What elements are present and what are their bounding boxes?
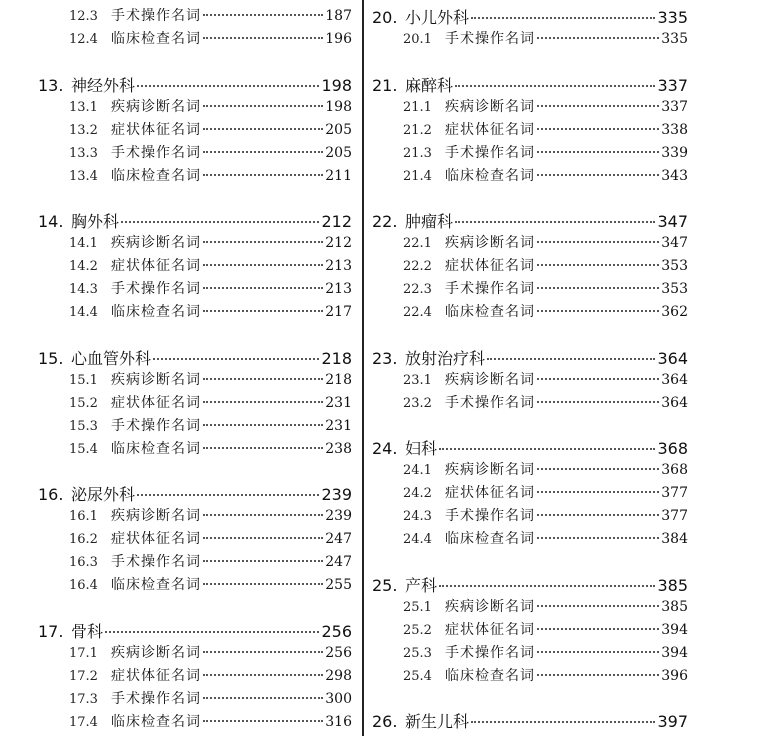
entry-page-number: 353: [661, 258, 688, 274]
entry-title: 骨科: [71, 622, 104, 641]
entry-page-number: 255: [325, 577, 352, 593]
entry-number: 14.4: [69, 305, 98, 320]
entry-number: 12.4: [69, 32, 98, 47]
entry-page-number: 196: [325, 31, 352, 47]
entry-number: 25.1: [403, 600, 432, 615]
toc-section-entry[interactable]: [372, 119, 688, 139]
entry-number: 14.1: [69, 236, 98, 251]
dot-leader: [203, 127, 323, 130]
entry-title: 新生儿科: [405, 712, 470, 731]
entry-number: 24.4: [403, 532, 432, 547]
entry-page-number: 364: [661, 395, 688, 411]
entry-title: 疾病诊断名词: [445, 372, 535, 388]
entry-number: 25.3: [403, 646, 432, 661]
dot-leader: [537, 513, 659, 516]
entry-page-number: 239: [325, 508, 352, 524]
dot-leader: [537, 467, 659, 470]
entry-title: 手术操作名词: [111, 145, 201, 161]
toc-section-entry[interactable]: [372, 278, 688, 298]
toc-section-entry[interactable]: [38, 28, 352, 48]
entry-number: 24.: [372, 439, 398, 458]
entry-title: 症状体征名词: [445, 258, 535, 274]
entry-number: 16.4: [69, 578, 98, 593]
dot-leader: [153, 357, 319, 360]
dot-leader: [137, 493, 319, 496]
entry-number: 12.3: [69, 9, 98, 24]
toc-section-entry[interactable]: [38, 505, 352, 525]
toc-section-entry[interactable]: [372, 28, 688, 48]
dot-leader: [537, 240, 659, 243]
toc-section-entry[interactable]: [372, 392, 688, 412]
entry-page-number: 212: [321, 212, 352, 231]
entry-number: 14.: [38, 212, 64, 231]
entry-title: 妇科: [405, 439, 438, 458]
entry-title: 手术操作名词: [111, 418, 201, 434]
toc-chapter-entry[interactable]: [372, 209, 688, 232]
entry-title: 疾病诊断名词: [111, 99, 201, 115]
entry-number: 21.: [372, 76, 398, 95]
entry-title: 临床检查名词: [111, 714, 201, 730]
entry-page-number: 362: [661, 304, 688, 320]
toc-section-entry[interactable]: [38, 551, 352, 571]
toc-section-entry[interactable]: [38, 232, 352, 252]
dot-leader: [537, 36, 659, 39]
entry-page-number: 211: [325, 168, 352, 184]
entry-number: 21.2: [403, 123, 432, 138]
entry-page-number: 368: [657, 439, 688, 458]
toc-chapter-entry[interactable]: [372, 709, 688, 732]
toc-section-entry[interactable]: [38, 392, 352, 412]
entry-title: 手术操作名词: [445, 145, 535, 161]
entry-page-number: 247: [325, 554, 352, 570]
toc-chapter-entry[interactable]: [38, 346, 352, 369]
entry-number: 17.1: [69, 646, 98, 661]
entry-page-number: 198: [325, 99, 352, 115]
entry-title: 疾病诊断名词: [445, 235, 535, 251]
toc-section-entry[interactable]: [372, 232, 688, 252]
entry-number: 13.2: [69, 123, 98, 138]
entry-number: 22.1: [403, 236, 432, 251]
entry-page-number: 217: [325, 304, 352, 320]
entry-title: 胸外科: [71, 212, 120, 231]
entry-title: 产科: [405, 576, 438, 595]
entry-page-number: 239: [321, 485, 352, 504]
dot-leader: [203, 582, 323, 585]
entry-title: 疾病诊断名词: [111, 372, 201, 388]
dot-leader: [537, 173, 659, 176]
entry-page-number: 335: [657, 8, 688, 27]
dot-leader: [537, 150, 659, 153]
dot-leader: [537, 104, 659, 107]
toc-section-entry[interactable]: [38, 369, 352, 389]
entry-page-number: 368: [661, 462, 688, 478]
toc-chapter-entry[interactable]: [372, 573, 688, 596]
entry-number: 23.2: [403, 396, 432, 411]
entry-number: 22.: [372, 212, 398, 231]
dot-leader: [203, 513, 323, 516]
dot-leader: [455, 220, 655, 223]
dot-leader: [203, 286, 323, 289]
toc-chapter-entry[interactable]: [38, 73, 352, 96]
entry-page-number: 231: [325, 395, 352, 411]
entry-number: 13.1: [69, 100, 98, 115]
entry-page-number: 205: [325, 122, 352, 138]
entry-page-number: 218: [325, 372, 352, 388]
entry-page-number: 339: [661, 145, 688, 161]
entry-title: 手术操作名词: [111, 554, 201, 570]
entry-number: 14.2: [69, 259, 98, 274]
toc-section-entry[interactable]: [38, 96, 352, 116]
entry-number: 24.3: [403, 509, 432, 524]
toc-section-entry[interactable]: [38, 142, 352, 162]
entry-number: 23.1: [403, 373, 432, 388]
dot-leader: [203, 13, 323, 16]
entry-title: 症状体征名词: [111, 395, 201, 411]
toc-section-entry[interactable]: [372, 142, 688, 162]
dot-leader: [105, 630, 319, 633]
entry-title: 疾病诊断名词: [111, 645, 201, 661]
toc-section-entry[interactable]: [372, 482, 688, 502]
column-divider: [362, 0, 364, 736]
entry-page-number: 205: [325, 145, 352, 161]
entry-number: 26.: [372, 712, 398, 731]
entry-number: 15.1: [69, 373, 98, 388]
entry-title: 临床检查名词: [111, 168, 201, 184]
toc-section-entry[interactable]: [38, 301, 352, 321]
entry-page-number: 213: [325, 258, 352, 274]
entry-page-number: 337: [661, 99, 688, 115]
toc-chapter-entry[interactable]: [372, 346, 688, 369]
entry-number: 17.2: [69, 669, 98, 684]
dot-leader: [203, 446, 323, 449]
dot-leader: [203, 309, 323, 312]
entry-number: 20.: [372, 8, 398, 27]
toc-chapter-entry[interactable]: [38, 619, 352, 642]
entry-title: 手术操作名词: [445, 281, 535, 297]
entry-title: 症状体征名词: [445, 122, 535, 138]
toc-section-entry[interactable]: [372, 301, 688, 321]
entry-title: 小儿外科: [405, 8, 470, 27]
toc-section-entry[interactable]: [372, 459, 688, 479]
dot-leader: [203, 719, 323, 722]
entry-page-number: 394: [661, 645, 688, 661]
entry-title: 临床检查名词: [111, 31, 201, 47]
entry-page-number: 337: [657, 76, 688, 95]
entry-number: 15.2: [69, 396, 98, 411]
entry-title: 疾病诊断名词: [445, 599, 535, 615]
toc-section-entry[interactable]: [38, 642, 352, 662]
entry-page-number: 338: [661, 122, 688, 138]
entry-number: 16.: [38, 485, 64, 504]
entry-number: 24.1: [403, 463, 432, 478]
dot-leader: [537, 286, 659, 289]
entry-title: 症状体征名词: [445, 485, 535, 501]
entry-title: 神经外科: [71, 76, 136, 95]
entry-page-number: 385: [661, 599, 688, 615]
toc-section-entry[interactable]: [38, 415, 352, 435]
entry-number: 14.3: [69, 282, 98, 297]
entry-page-number: 347: [657, 212, 688, 231]
entry-number: 20.1: [403, 32, 432, 47]
entry-title: 疾病诊断名词: [111, 235, 201, 251]
entry-page-number: 364: [657, 349, 688, 368]
entry-title: 疾病诊断名词: [445, 99, 535, 115]
toc-section-entry[interactable]: [38, 278, 352, 298]
entry-number: 15.3: [69, 419, 98, 434]
toc-section-entry[interactable]: [372, 619, 688, 639]
entry-title: 手术操作名词: [445, 31, 535, 47]
entry-title: 症状体征名词: [111, 531, 201, 547]
toc-section-entry[interactable]: [38, 688, 352, 708]
entry-number: 25.: [372, 576, 398, 595]
entry-number: 22.3: [403, 282, 432, 297]
dot-leader: [537, 263, 659, 266]
entry-page-number: 238: [325, 441, 352, 457]
entry-number: 13.4: [69, 169, 98, 184]
toc-chapter-entry[interactable]: [372, 436, 688, 459]
dot-leader: [203, 536, 323, 539]
toc-section-entry[interactable]: [38, 165, 352, 185]
entry-page-number: 300: [325, 691, 352, 707]
toc-section-entry[interactable]: [38, 665, 352, 685]
toc-section-entry[interactable]: [372, 255, 688, 275]
dot-leader: [537, 536, 659, 539]
dot-leader: [537, 627, 659, 630]
dot-leader: [537, 604, 659, 607]
toc-section-entry[interactable]: [38, 711, 352, 731]
entry-title: 临床检查名词: [111, 441, 201, 457]
dot-leader: [203, 377, 323, 380]
dot-leader: [203, 400, 323, 403]
entry-number: 25.2: [403, 623, 432, 638]
entry-page-number: 247: [325, 531, 352, 547]
entry-page-number: 377: [661, 508, 688, 524]
entry-number: 22.2: [403, 259, 432, 274]
entry-title: 症状体征名词: [111, 668, 201, 684]
entry-title: 手术操作名词: [111, 281, 201, 297]
dot-leader: [537, 309, 659, 312]
entry-title: 症状体征名词: [111, 122, 201, 138]
entry-title: 手术操作名词: [111, 8, 201, 24]
entry-number: 22.4: [403, 305, 432, 320]
entry-number: 16.2: [69, 532, 98, 547]
entry-number: 13.: [38, 76, 64, 95]
entry-page-number: 364: [661, 372, 688, 388]
dot-leader: [203, 263, 323, 266]
toc-section-entry[interactable]: [38, 255, 352, 275]
dot-leader: [203, 36, 323, 39]
entry-number: 13.3: [69, 146, 98, 161]
entry-number: 24.2: [403, 486, 432, 501]
entry-title: 症状体征名词: [445, 622, 535, 638]
entry-number: 21.3: [403, 146, 432, 161]
entry-number: 17.3: [69, 692, 98, 707]
toc-chapter-entry[interactable]: [38, 209, 352, 232]
entry-title: 手术操作名词: [445, 645, 535, 661]
entry-title: 疾病诊断名词: [111, 508, 201, 524]
dot-leader: [137, 84, 319, 87]
entry-title: 临床检查名词: [445, 531, 535, 547]
toc-section-entry[interactable]: [38, 119, 352, 139]
entry-page-number: 198: [321, 76, 352, 95]
entry-page-number: 256: [321, 622, 352, 641]
dot-leader: [537, 650, 659, 653]
entry-title: 泌尿外科: [71, 485, 136, 504]
toc-chapter-entry[interactable]: [372, 5, 688, 28]
dot-leader: [487, 357, 655, 360]
entry-title: 临床检查名词: [445, 168, 535, 184]
dot-leader: [203, 173, 323, 176]
entry-page-number: 347: [661, 235, 688, 251]
dot-leader: [203, 559, 323, 562]
entry-title: 疾病诊断名词: [445, 462, 535, 478]
toc-section-entry[interactable]: [38, 574, 352, 594]
entry-number: 15.: [38, 349, 64, 368]
entry-title: 症状体征名词: [111, 258, 201, 274]
entry-page-number: 397: [657, 712, 688, 731]
dot-leader: [471, 720, 655, 723]
entry-title: 麻醉科: [405, 76, 454, 95]
dot-leader: [471, 16, 655, 19]
toc-section-entry[interactable]: [372, 596, 688, 616]
entry-page-number: 353: [661, 281, 688, 297]
entry-title: 手术操作名词: [111, 691, 201, 707]
entry-number: 25.4: [403, 669, 432, 684]
entry-page-number: 377: [661, 485, 688, 501]
dot-leader: [203, 650, 323, 653]
entry-page-number: 212: [325, 235, 352, 251]
entry-number: 15.4: [69, 442, 98, 457]
entry-page-number: 213: [325, 281, 352, 297]
dot-leader: [203, 150, 323, 153]
dot-leader: [537, 490, 659, 493]
entry-page-number: 231: [325, 418, 352, 434]
entry-number: 21.1: [403, 100, 432, 115]
dot-leader: [439, 584, 655, 587]
dot-leader: [537, 377, 659, 380]
dot-leader: [203, 240, 323, 243]
toc-chapter-entry[interactable]: [38, 482, 352, 505]
entry-number: 17.4: [69, 715, 98, 730]
toc-section-entry[interactable]: [372, 165, 688, 185]
entry-title: 临床检查名词: [111, 577, 201, 593]
entry-number: 16.3: [69, 555, 98, 570]
entry-title: 临床检查名词: [445, 668, 535, 684]
entry-number: 21.4: [403, 169, 432, 184]
toc-section-entry[interactable]: [372, 528, 688, 548]
entry-title: 手术操作名词: [445, 508, 535, 524]
dot-leader: [121, 220, 319, 223]
dot-leader: [203, 104, 323, 107]
dot-leader: [537, 673, 659, 676]
entry-page-number: 335: [661, 31, 688, 47]
entry-page-number: 256: [325, 645, 352, 661]
entry-title: 心血管外科: [71, 349, 152, 368]
entry-title: 放射治疗科: [405, 349, 486, 368]
entry-title: 临床检查名词: [111, 304, 201, 320]
dot-leader: [439, 447, 655, 450]
entry-page-number: 298: [325, 668, 352, 684]
toc-section-entry[interactable]: [372, 96, 688, 116]
entry-title: 手术操作名词: [445, 395, 535, 411]
entry-number: 17.: [38, 622, 64, 641]
dot-leader: [203, 423, 323, 426]
entry-page-number: 187: [325, 8, 352, 24]
dot-leader: [203, 673, 323, 676]
dot-leader: [537, 400, 659, 403]
entry-page-number: 218: [321, 349, 352, 368]
entry-number: 16.1: [69, 509, 98, 524]
dot-leader: [537, 127, 659, 130]
entry-page-number: 384: [661, 531, 688, 547]
toc-section-entry[interactable]: [372, 369, 688, 389]
toc-section-entry[interactable]: [38, 5, 352, 25]
entry-number: 23.: [372, 349, 398, 368]
dot-leader: [203, 696, 323, 699]
entry-title: 临床检查名词: [445, 304, 535, 320]
entry-title: 肿瘤科: [405, 212, 454, 231]
entry-page-number: 385: [657, 576, 688, 595]
toc-section-entry[interactable]: [372, 505, 688, 525]
dot-leader: [455, 84, 655, 87]
toc-section-entry[interactable]: [372, 642, 688, 662]
toc-section-entry[interactable]: [38, 438, 352, 458]
entry-page-number: 396: [661, 668, 688, 684]
entry-page-number: 343: [661, 168, 688, 184]
toc-section-entry[interactable]: [372, 665, 688, 685]
toc-chapter-entry[interactable]: [372, 73, 688, 96]
toc-section-entry[interactable]: [38, 528, 352, 548]
entry-page-number: 394: [661, 622, 688, 638]
entry-page-number: 316: [325, 714, 352, 730]
